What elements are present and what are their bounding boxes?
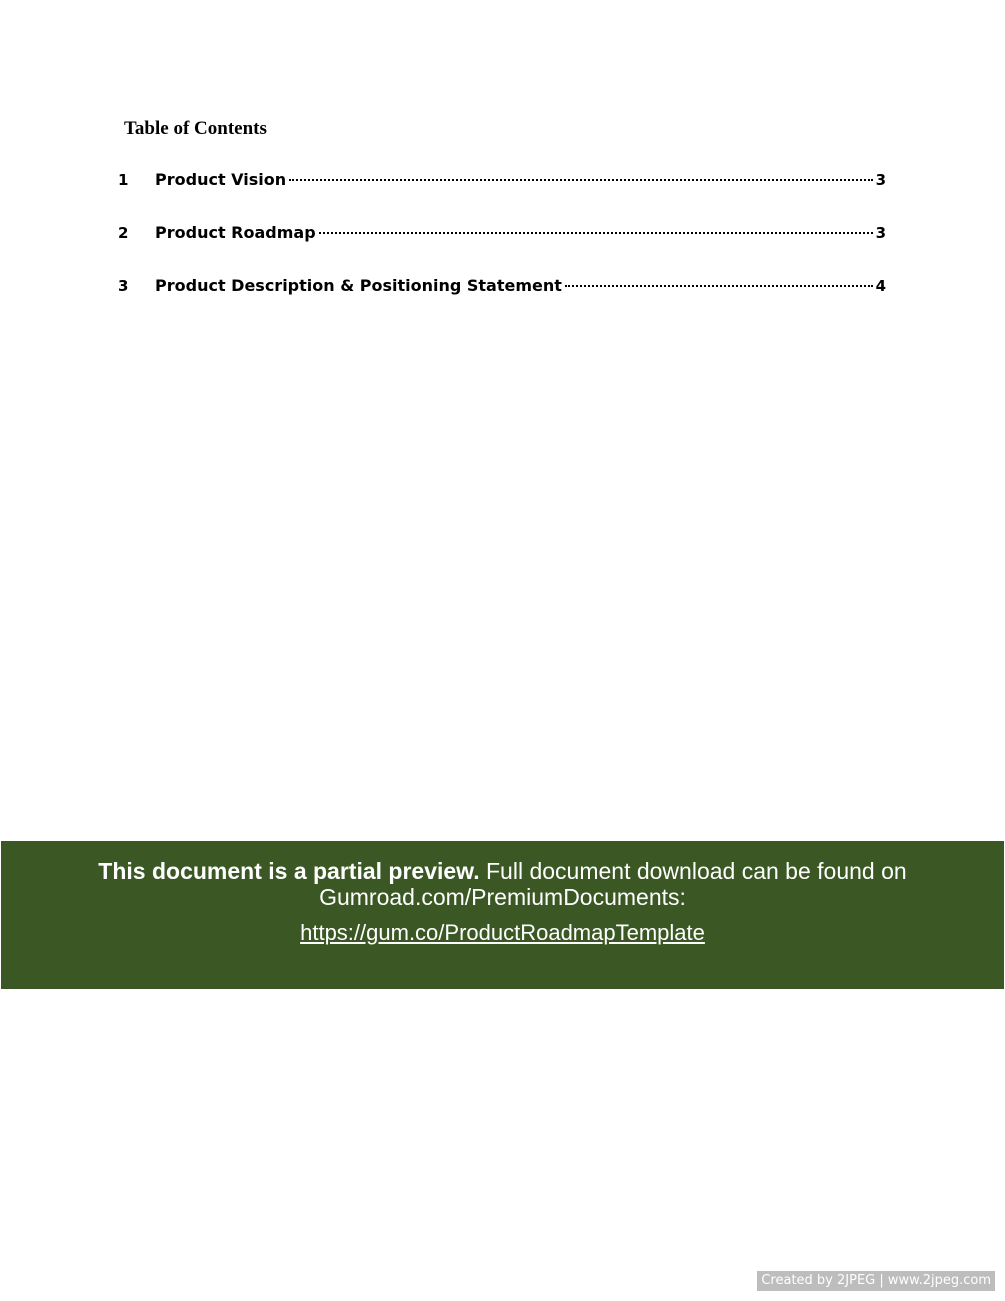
banner-message-line2: Gumroad.com/PremiumDocuments: (319, 884, 686, 910)
preview-banner (1, 841, 1004, 989)
download-link[interactable]: https://gum.co/ProductRoadmapTemplate (300, 920, 705, 945)
toc-entry-page: 4 (875, 277, 886, 295)
toc-entry-label: Product Roadmap (155, 223, 316, 242)
banner-message (1, 858, 1004, 884)
banner-text: Full document download can be found on (479, 858, 907, 884)
banner-bold-text: This document is a partial preview. (98, 858, 480, 884)
toc-entry-label: Product Description & Positioning Statement (155, 276, 562, 295)
toc-title: Table of Contents (124, 118, 267, 139)
toc-entry-product-roadmap[interactable] (118, 223, 886, 276)
toc-dot-leader (565, 285, 873, 287)
toc-entry-number: 2 (118, 224, 129, 242)
toc-dot-leader (319, 232, 873, 234)
toc-entry-page: 3 (875, 171, 886, 189)
toc-entry-number: 1 (118, 171, 129, 189)
toc-dot-leader (289, 179, 872, 181)
toc-entry-number: 3 (118, 277, 129, 295)
toc-entry-label: Product Vision (155, 170, 287, 189)
toc-entry-product-description[interactable] (118, 276, 886, 329)
toc-entry-page: 3 (875, 224, 886, 242)
toc-list (118, 170, 886, 329)
toc-entry-product-vision[interactable] (118, 170, 886, 223)
watermark: Created by 2JPEG | www.2jpeg.com (757, 1271, 995, 1291)
